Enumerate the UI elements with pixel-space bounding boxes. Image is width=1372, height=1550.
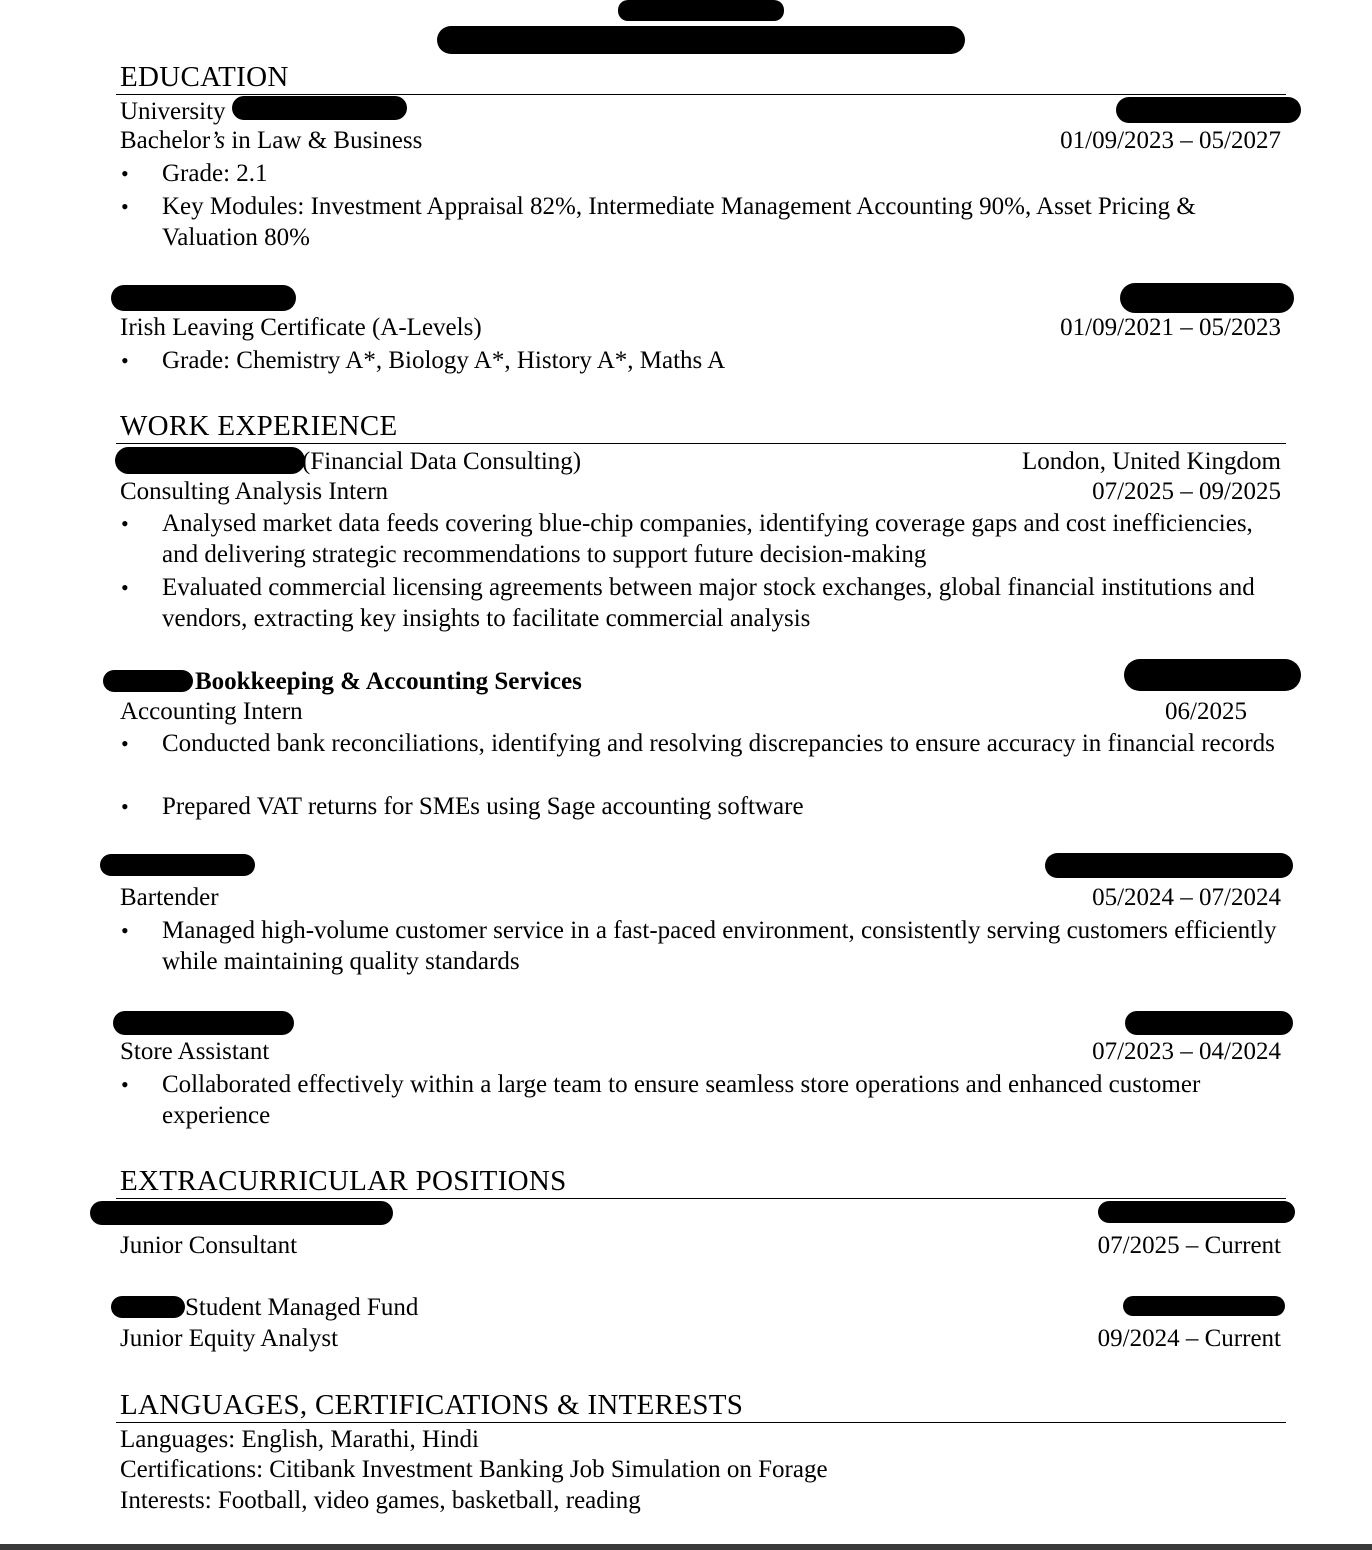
section-heading-work: WORK EXPERIENCE — [120, 410, 398, 442]
bullet-dot: • — [121, 918, 129, 943]
extracurricular-org-suffix: Student Managed Fund — [185, 1294, 419, 1321]
bullet-dot: • — [121, 794, 129, 819]
work-bullet: Managed high-volume customer service in a fast-paced environment, consistently serving customers efficiently while maintaining quality standards — [162, 917, 1277, 975]
section-rule — [116, 94, 1286, 95]
work-dates: 05/2024 – 07/2024 — [1092, 884, 1281, 911]
redacted-name — [618, 0, 784, 21]
certifications-line: Certifications: Citibank Investment Banking Job Simulation on Forage — [120, 1456, 828, 1483]
work-dates: 07/2023 – 04/2024 — [1092, 1038, 1281, 1065]
work-location: London, United Kingdom — [1021, 448, 1281, 475]
page-bottom-edge — [0, 1544, 1372, 1550]
work-company-suffix: (Financial Data Consulting) — [302, 448, 582, 475]
extracurricular-role: Junior Equity Analyst — [120, 1325, 339, 1352]
redacted-company — [115, 447, 305, 474]
redacted-location — [1120, 283, 1294, 313]
redacted-location — [1098, 1201, 1295, 1223]
work-company-suffix: Bookkeeping & Accounting Services — [195, 668, 582, 695]
redacted-contact — [437, 26, 965, 54]
work-bullet: Evaluated commercial licensing agreements between major stock exchanges, global financial institutions and vendors, extracting key insights to facilitate commercial analysis — [162, 574, 1255, 632]
redacted-company — [100, 854, 255, 876]
degree-suffix: ’s — [210, 127, 226, 154]
bullet-dot: • — [121, 731, 129, 756]
bullet-dot: • — [121, 1072, 129, 1097]
redacted-organisation — [90, 1201, 393, 1225]
section-heading-extracurricular: EXTRACURRICULAR POSITIONS — [120, 1165, 567, 1197]
bullet-dot: • — [121, 194, 129, 219]
education-degree — [120, 125, 422, 156]
section-rule — [116, 1422, 1286, 1423]
education-bullet: Key Modules: Investment Appraisal 82%, Intermediate Management Accounting 90%, Asset Pricing & Valuation 80% — [162, 193, 1196, 251]
redacted-location — [1125, 1011, 1293, 1035]
bullet-dot: • — [121, 161, 129, 186]
work-bullet: Collaborated effectively within a large team to ensure seamless store operations and enhanced customer experience — [162, 1071, 1201, 1129]
education-bullet: Grade: 2.1 — [162, 160, 268, 187]
degree-name: Bachelor — [120, 127, 211, 154]
extracurricular-dates: 07/2025 – Current — [1097, 1232, 1281, 1259]
work-bullet: Analysed market data feeds covering blue-chip companies, identifying coverage gaps and cost inefficiencies, and delivering strategic recommendations to support future decision-making — [162, 510, 1253, 568]
degree-rest: in Law & Business — [225, 127, 423, 154]
languages-line: Languages: English, Marathi, Hindi — [120, 1426, 479, 1453]
education-dates: 01/09/2023 – 05/2027 — [1060, 127, 1281, 154]
bullet-dot: • — [121, 511, 129, 536]
section-heading-languages: LANGUAGES, CERTIFICATIONS & INTERESTS — [120, 1389, 744, 1421]
redacted-organisation — [111, 1296, 185, 1318]
education-dates: 01/09/2021 – 05/2023 — [1060, 314, 1281, 341]
interests-line: Interests: Football, video games, basketball, reading — [120, 1487, 641, 1514]
redacted-company — [113, 1011, 294, 1035]
section-heading-education: EDUCATION — [120, 61, 289, 93]
work-bullet: Conducted bank reconciliations, identifying and resolving discrepancies to ensure accuracy in financial records — [162, 730, 1275, 757]
bullet-dot: • — [121, 348, 129, 373]
redacted-company — [103, 670, 193, 692]
bullet-dot: • — [121, 575, 129, 600]
work-dates: 07/2025 – 09/2025 — [1092, 478, 1281, 505]
redacted-location — [1124, 659, 1301, 691]
education-bullet: Grade: Chemistry A*, Biology A*, History A*, Maths A — [162, 347, 726, 374]
redacted-location — [1116, 97, 1301, 123]
redacted-location — [1123, 1296, 1285, 1316]
extracurricular-dates: 09/2024 – Current — [1097, 1325, 1281, 1352]
work-role: Accounting Intern — [120, 698, 303, 725]
redacted-school — [111, 285, 296, 311]
education-institution: University — [120, 98, 226, 125]
work-role: Store Assistant — [120, 1038, 270, 1065]
work-role: Bartender — [120, 884, 219, 911]
work-role: Consulting Analysis Intern — [120, 478, 389, 505]
section-rule — [116, 1198, 1286, 1199]
work-dates: 06/2025 — [1165, 698, 1247, 725]
redacted-institution — [232, 96, 407, 120]
redacted-location — [1045, 853, 1293, 878]
extracurricular-role: Junior Consultant — [120, 1232, 298, 1259]
work-bullet: Prepared VAT returns for SMEs using Sage accounting software — [162, 793, 804, 820]
education-qualification: Irish Leaving Certificate (A-Levels) — [120, 314, 482, 341]
section-rule — [116, 443, 1286, 444]
